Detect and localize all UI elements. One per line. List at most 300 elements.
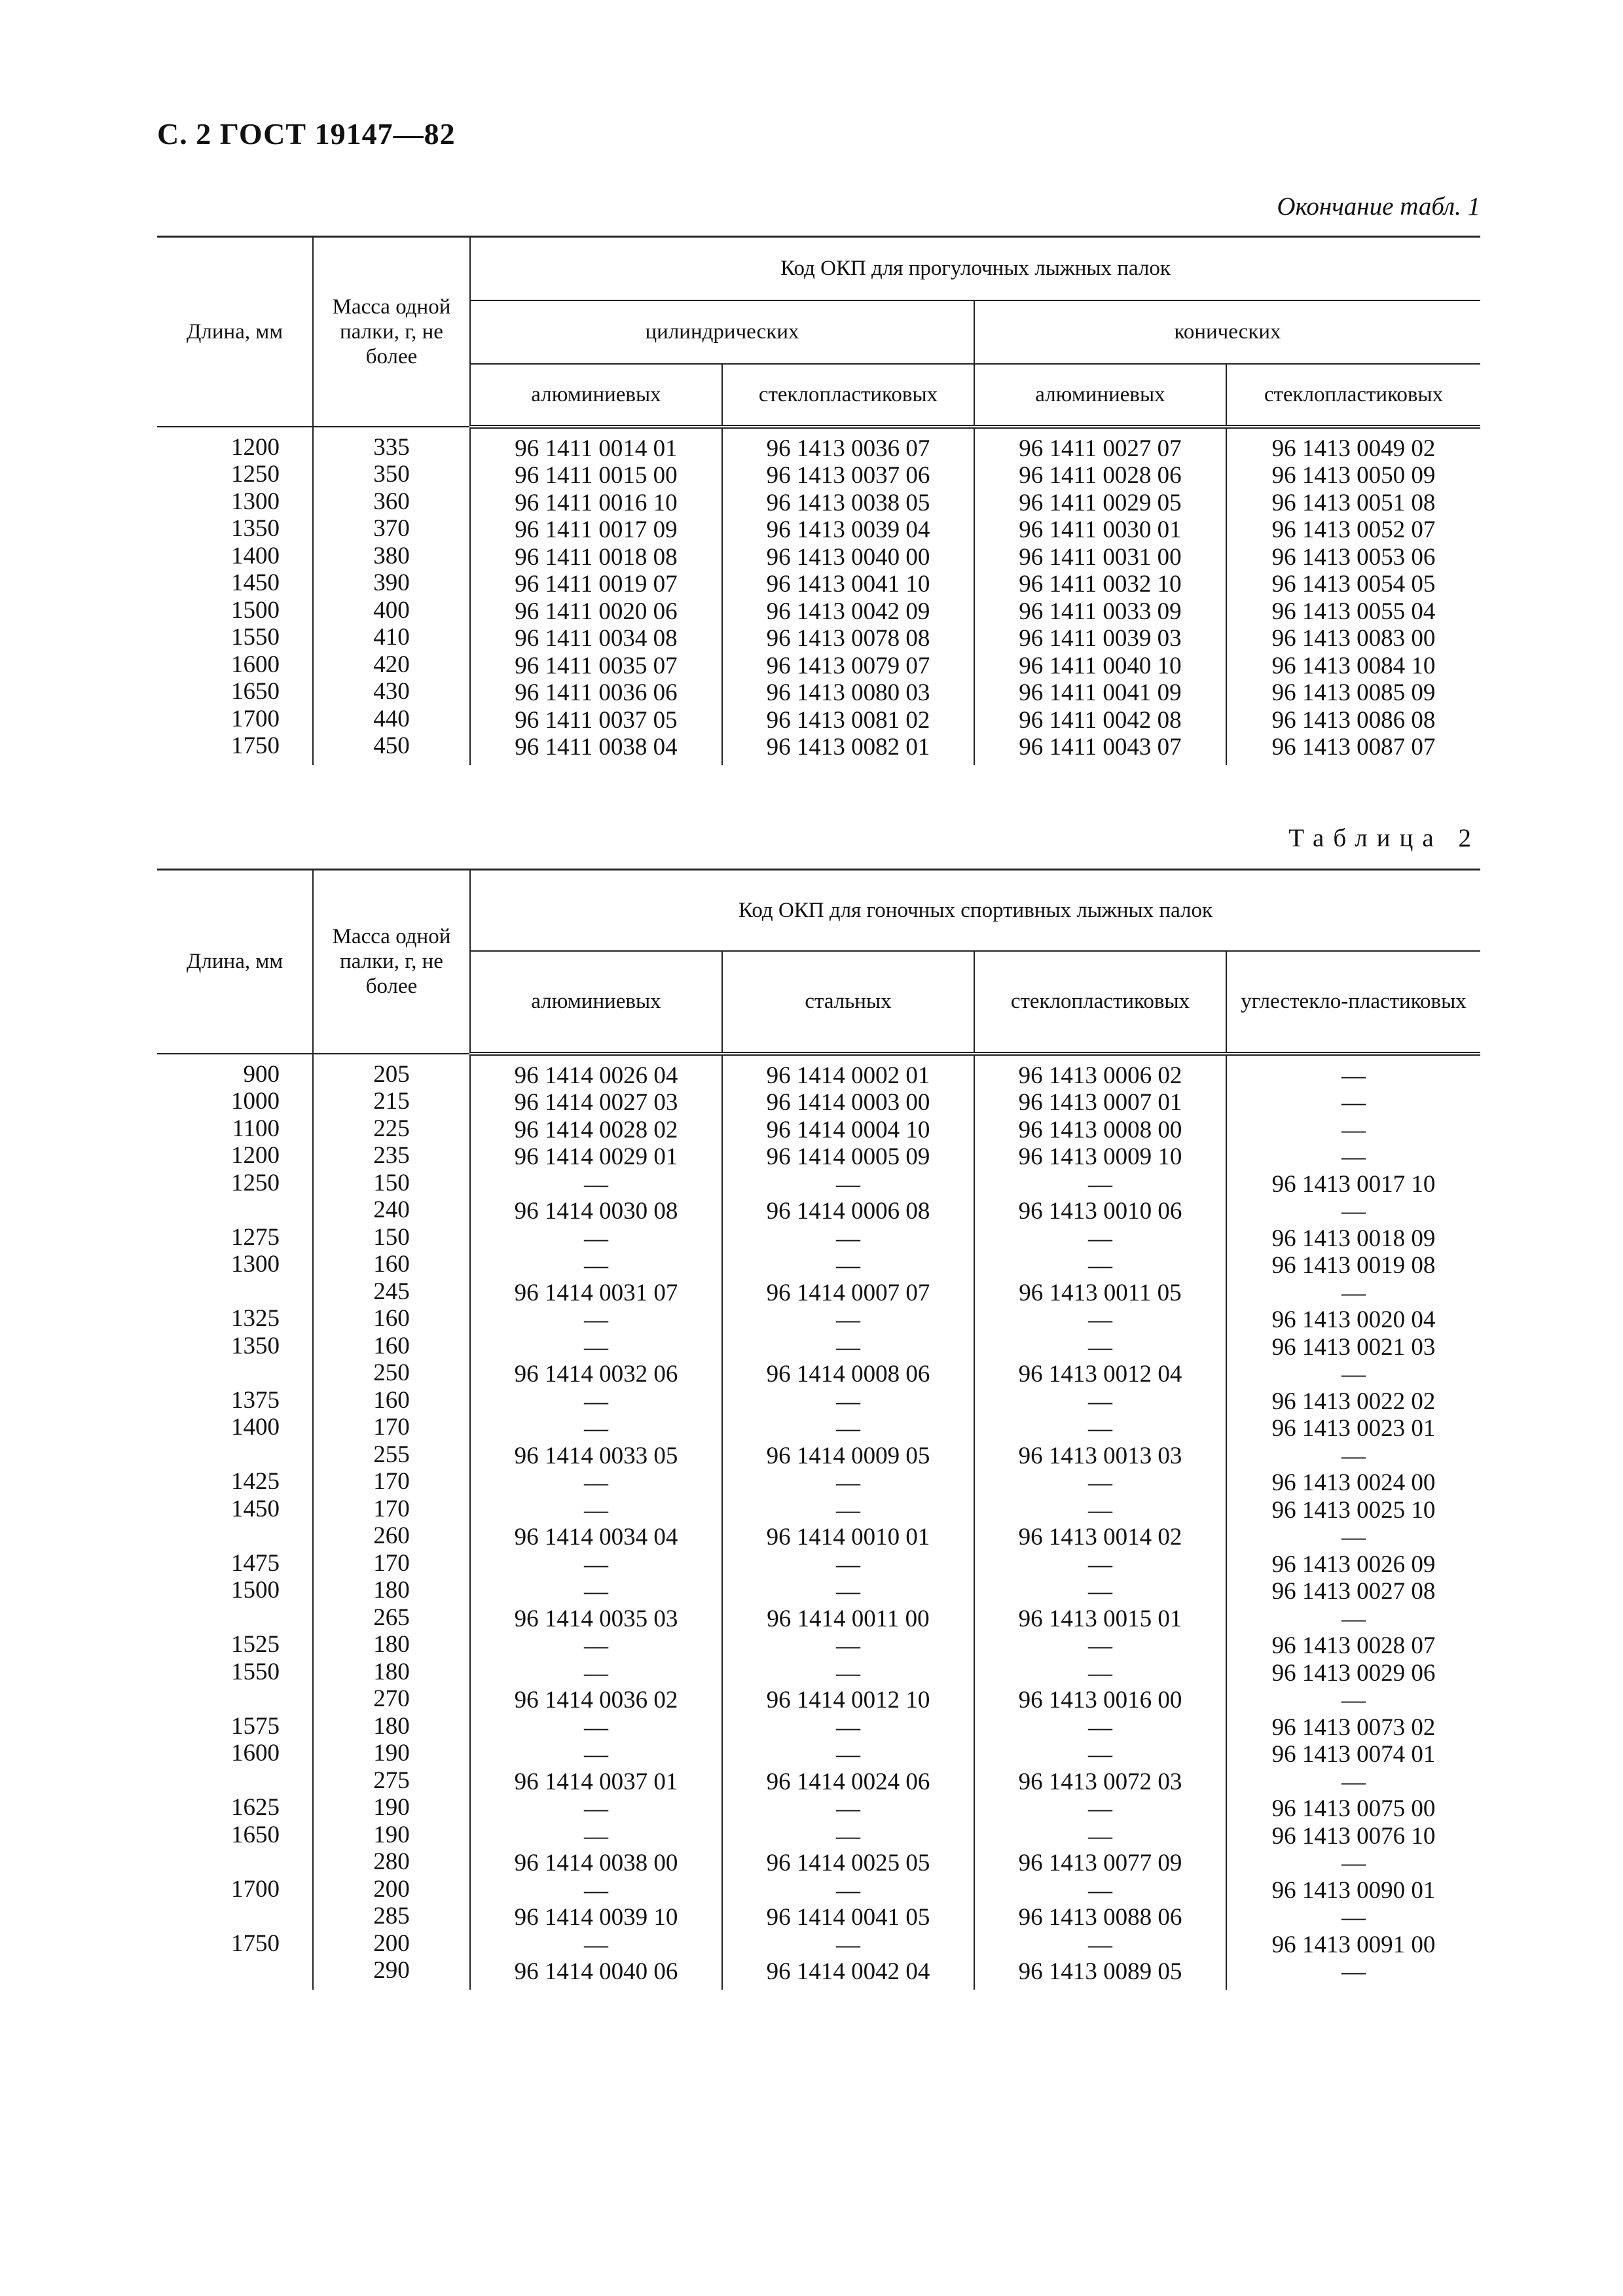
- cell-line: —: [1341, 1605, 1366, 1632]
- cell-line: —: [584, 1876, 608, 1904]
- cell-line: 96 1411 0030 01: [1019, 516, 1182, 543]
- cell-line: 200: [373, 1929, 410, 1957]
- cell-line: 1375: [231, 1386, 280, 1414]
- cell-line: —: [836, 1469, 860, 1496]
- cell-line: —: [836, 1170, 860, 1198]
- cell-line: 400: [373, 596, 410, 624]
- cell-line: 96 1411 0037 05: [515, 706, 678, 734]
- cell-line: 96 1413 0027 08: [1271, 1578, 1436, 1605]
- cell-line: 96 1411 0015 00: [515, 462, 678, 489]
- header-aluminium: алюминиевых: [974, 364, 1226, 427]
- cell-line: —: [1088, 1741, 1112, 1768]
- cell-line: 96 1411 0032 10: [1019, 571, 1182, 598]
- cell-line: 360: [373, 488, 410, 515]
- cell-line: 96 1414 0038 00: [514, 1850, 678, 1876]
- cell-line: 96 1413 0041 10: [766, 571, 930, 598]
- cell-line: 96 1411 0034 08: [515, 625, 678, 652]
- cell-line: —: [1088, 1551, 1112, 1578]
- cell-line: —: [584, 1632, 608, 1659]
- cell-line: —: [1088, 1795, 1112, 1822]
- cell-line: 96 1413 0006 02: [1018, 1062, 1182, 1089]
- cell-line: 1425: [231, 1468, 280, 1495]
- cell-line: —: [1088, 1713, 1112, 1741]
- cell-line: 1650: [231, 1821, 280, 1848]
- cell-line: 96 1413 0014 02: [1018, 1524, 1182, 1551]
- cell-line: 1000: [231, 1088, 280, 1115]
- mass-cell: [313, 1054, 470, 1990]
- cell-line: 96 1413 0090 01: [1271, 1876, 1436, 1904]
- cell-line: —: [836, 1632, 860, 1659]
- cell-line: 275: [373, 1767, 410, 1794]
- cell-line: 335: [373, 433, 410, 461]
- cell-line: 96 1414 0035 03: [514, 1605, 678, 1632]
- cell-line: —: [1088, 1252, 1112, 1279]
- cell-line: 240: [373, 1196, 410, 1223]
- cell-line: [160, 1767, 280, 1795]
- cell-line: 96 1411 0038 04: [515, 734, 678, 761]
- code-cell: [974, 427, 1226, 765]
- cell-line: —: [584, 1578, 608, 1605]
- cell-line: 96 1411 0029 05: [1019, 489, 1182, 516]
- cell-line: 290: [373, 1957, 410, 1984]
- cell-line: 96 1413 0084 10: [1271, 652, 1436, 679]
- cell-line: 96 1411 0014 01: [515, 435, 678, 462]
- cell-line: 96 1413 0075 00: [1271, 1795, 1436, 1822]
- cell-line: —: [1088, 1659, 1112, 1687]
- cell-line: 200: [373, 1875, 410, 1903]
- cell-line: 1250: [231, 461, 280, 488]
- cell-line: 1600: [231, 1740, 280, 1767]
- cell-line: 96 1413 0077 09: [1018, 1850, 1182, 1876]
- cell-line: 350: [373, 461, 410, 488]
- cell-line: —: [584, 1659, 608, 1687]
- header-mass: Масса одной палки, г, не более: [313, 237, 470, 427]
- cell-line: 96 1413 0008 00: [1018, 1116, 1182, 1143]
- cell-line: 225: [373, 1115, 410, 1142]
- code-cell: [974, 1054, 1226, 1990]
- header-length: Длина, мм: [157, 870, 313, 1054]
- header-aluminium: алюминиевых: [470, 364, 722, 427]
- cell-line: 96 1414 0033 05: [514, 1442, 678, 1469]
- cell-line: 96 1411 0033 09: [1019, 598, 1182, 625]
- cell-line: 96 1413 0055 04: [1271, 598, 1436, 625]
- cell-line: 96 1413 0009 10: [1018, 1143, 1182, 1170]
- table-row: [157, 427, 1480, 765]
- cell-line: 440: [373, 705, 410, 732]
- cell-line: 96 1413 0089 05: [1018, 1958, 1182, 1985]
- cell-line: 260: [373, 1522, 410, 1549]
- cell-line: —: [836, 1388, 860, 1415]
- cell-line: 1450: [231, 569, 280, 596]
- cell-line: 96 1413 0012 04: [1018, 1361, 1182, 1388]
- cell-line: —: [1341, 1442, 1366, 1469]
- cell-line: —: [1088, 1225, 1112, 1252]
- cell-line: 1700: [231, 1875, 280, 1903]
- cell-line: 96 1414 0040 06: [514, 1958, 678, 1985]
- cell-line: —: [584, 1333, 608, 1361]
- cell-line: 96 1411 0039 03: [1019, 625, 1182, 652]
- cell-line: 170: [373, 1468, 410, 1495]
- cell-line: —: [836, 1551, 860, 1578]
- cell-line: —: [1088, 1415, 1112, 1442]
- cell-line: 96 1413 0087 07: [1271, 734, 1436, 761]
- cell-line: 96 1413 0021 03: [1271, 1333, 1436, 1361]
- code-cell: [1226, 427, 1480, 765]
- cell-line: 215: [373, 1088, 410, 1115]
- cell-line: 96 1414 0002 01: [766, 1062, 930, 1089]
- cell-line: 96 1411 0017 09: [515, 516, 678, 543]
- cell-line: 96 1411 0040 10: [1019, 652, 1182, 679]
- header-length: Длина, мм: [157, 237, 313, 427]
- cell-line: —: [584, 1252, 608, 1279]
- cell-line: 96 1411 0018 08: [515, 543, 678, 571]
- cell-line: 96 1413 0091 00: [1271, 1931, 1436, 1958]
- cell-line: 96 1413 0038 05: [766, 489, 930, 516]
- cell-line: —: [1341, 1687, 1366, 1713]
- cell-line: 96 1414 0005 09: [766, 1143, 930, 1170]
- cell-line: 170: [373, 1549, 410, 1577]
- cell-line: 1200: [231, 1142, 280, 1169]
- cell-line: —: [836, 1741, 860, 1768]
- cell-line: 96 1414 0027 03: [514, 1089, 678, 1116]
- table2: [157, 869, 1480, 1990]
- cell-line: 1400: [231, 542, 280, 569]
- cell-line: —: [1088, 1333, 1112, 1361]
- cell-line: 96 1414 0042 04: [766, 1958, 930, 1985]
- cell-line: 96 1413 0049 02: [1271, 435, 1436, 462]
- cell-line: 96 1413 0072 03: [1018, 1768, 1182, 1795]
- cell-line: 380: [373, 542, 410, 569]
- cell-line: —: [1088, 1876, 1112, 1904]
- cell-line: 96 1411 0042 08: [1019, 706, 1182, 734]
- code-cell: [470, 1054, 722, 1990]
- cell-line: 96 1413 0054 05: [1271, 571, 1436, 598]
- header-fiberglass: стеклопластиковых: [722, 364, 974, 427]
- cell-line: 1200: [231, 433, 280, 461]
- cell-line: —: [1341, 1768, 1366, 1795]
- cell-line: 96 1411 0031 00: [1019, 543, 1182, 571]
- cell-line: 96 1413 0017 10: [1271, 1170, 1436, 1198]
- cell-line: 96 1414 0011 00: [767, 1605, 930, 1632]
- cell-line: 150: [373, 1169, 410, 1196]
- cell-line: [160, 1903, 280, 1930]
- cell-line: 96 1413 0011 05: [1019, 1279, 1182, 1306]
- cell-line: —: [1341, 1116, 1366, 1143]
- cell-line: 1600: [231, 651, 280, 678]
- cell-line: 1475: [231, 1549, 280, 1577]
- cell-line: 1550: [231, 1658, 280, 1685]
- cell-line: 390: [373, 569, 410, 596]
- cell-line: 96 1413 0013 03: [1018, 1442, 1182, 1469]
- cell-line: 160: [373, 1251, 410, 1278]
- cell-line: 1550: [231, 624, 280, 651]
- cell-line: 1325: [231, 1305, 280, 1332]
- code-cell: [722, 427, 974, 765]
- cell-line: 96 1413 0050 09: [1271, 462, 1436, 489]
- cell-line: —: [836, 1876, 860, 1904]
- cell-line: 96 1413 0088 06: [1018, 1904, 1182, 1931]
- cell-line: 96 1414 0031 07: [514, 1279, 678, 1306]
- cell-line: 96 1411 0016 10: [515, 489, 678, 516]
- cell-line: 96 1413 0042 09: [766, 598, 930, 625]
- cell-line: [160, 1359, 280, 1387]
- cell-line: —: [584, 1713, 608, 1741]
- header-carbon-fiberglass: углестекло-пластиковых: [1226, 951, 1480, 1054]
- cell-line: —: [1341, 1850, 1366, 1876]
- cell-line: 96 1413 0079 07: [766, 652, 930, 679]
- cell-line: 96 1413 0018 09: [1271, 1225, 1436, 1252]
- cell-line: 96 1411 0028 06: [1019, 462, 1182, 489]
- cell-line: —: [1341, 1361, 1366, 1388]
- cell-line: 96 1413 0081 02: [766, 706, 930, 734]
- cell-line: —: [584, 1225, 608, 1252]
- cell-line: 1700: [231, 705, 280, 732]
- cell-line: —: [584, 1170, 608, 1198]
- cell-line: 96 1413 0074 01: [1271, 1741, 1436, 1768]
- cell-line: —: [836, 1252, 860, 1279]
- cell-line: 1450: [231, 1495, 280, 1522]
- cell-line: 96 1413 0026 09: [1271, 1551, 1436, 1578]
- cell-line: 96 1413 0024 00: [1271, 1469, 1436, 1496]
- cell-line: [160, 1278, 280, 1306]
- cell-line: 190: [373, 1821, 410, 1848]
- cell-line: 96 1414 0041 05: [766, 1904, 930, 1931]
- cell-line: [160, 1848, 280, 1876]
- cell-line: 96 1414 0004 10: [766, 1116, 930, 1143]
- cell-line: 96 1414 0024 06: [766, 1768, 930, 1795]
- table-row: [157, 1054, 1480, 1990]
- cell-line: —: [1088, 1170, 1112, 1198]
- cell-line: —: [1341, 1524, 1366, 1551]
- cell-line: [160, 1957, 280, 1984]
- cell-line: 96 1411 0035 07: [515, 652, 678, 679]
- cell-line: 96 1411 0027 07: [1019, 435, 1182, 462]
- cell-line: 900: [243, 1060, 280, 1088]
- cell-line: 1750: [231, 732, 280, 759]
- cell-line: 96 1414 0007 07: [766, 1279, 930, 1306]
- cell-line: 1275: [231, 1223, 280, 1251]
- cell-line: —: [584, 1931, 608, 1958]
- cell-line: 1650: [231, 678, 280, 705]
- cell-line: —: [584, 1469, 608, 1496]
- cell-line: 285: [373, 1903, 410, 1929]
- cell-line: —: [584, 1415, 608, 1442]
- header-cylindrical: цилиндрических: [470, 300, 974, 364]
- header-conical: конических: [974, 300, 1480, 364]
- cell-line: 96 1411 0041 09: [1019, 679, 1182, 706]
- cell-line: 96 1413 0037 06: [766, 462, 930, 489]
- cell-line: 205: [373, 1060, 410, 1088]
- cell-line: 180: [373, 1577, 410, 1604]
- cell-line: 96 1413 0078 08: [766, 625, 930, 652]
- cell-line: —: [584, 1741, 608, 1768]
- mass-cell: [313, 427, 470, 765]
- cell-line: 96 1413 0040 00: [766, 543, 930, 571]
- cell-line: 255: [373, 1441, 410, 1468]
- cell-line: —: [1341, 1279, 1366, 1306]
- cell-line: —: [836, 1931, 860, 1958]
- cell-line: 370: [373, 515, 410, 542]
- cell-line: 180: [373, 1631, 410, 1658]
- cell-line: 96 1413 0007 01: [1018, 1089, 1182, 1116]
- cell-line: 1350: [231, 1332, 280, 1359]
- cell-line: 96 1414 0032 06: [514, 1361, 678, 1388]
- cell-line: 270: [373, 1685, 410, 1712]
- cell-line: 96 1414 0010 01: [766, 1524, 930, 1551]
- cell-line: —: [1088, 1578, 1112, 1605]
- header-aluminium: алюминиевых: [470, 951, 722, 1054]
- cell-line: 450: [373, 732, 410, 759]
- cell-line: 265: [373, 1604, 410, 1631]
- cell-line: 160: [373, 1386, 410, 1414]
- cell-line: [160, 1441, 280, 1469]
- cell-line: 96 1414 0003 00: [766, 1089, 930, 1116]
- cell-line: —: [1341, 1089, 1366, 1116]
- cell-line: —: [836, 1659, 860, 1687]
- cell-line: 190: [373, 1794, 410, 1821]
- cell-line: —: [1088, 1469, 1112, 1496]
- cell-line: —: [836, 1795, 860, 1822]
- cell-line: [160, 1196, 280, 1224]
- cell-line: [160, 1522, 280, 1550]
- cell-line: 96 1413 0086 08: [1271, 706, 1436, 734]
- cell-line: 1300: [231, 488, 280, 515]
- cell-line: 96 1414 0008 06: [766, 1361, 930, 1388]
- cell-line: 96 1414 0028 02: [514, 1116, 678, 1143]
- cell-line: 170: [373, 1495, 410, 1522]
- header-steel: стальных: [722, 951, 974, 1054]
- cell-line: 96 1414 0030 08: [514, 1198, 678, 1225]
- cell-line: 1625: [231, 1794, 280, 1821]
- cell-line: —: [836, 1333, 860, 1361]
- cell-line: 410: [373, 624, 410, 651]
- cell-line: 430: [373, 678, 410, 705]
- header-fiberglass: стеклопластиковых: [1226, 364, 1480, 427]
- cell-line: —: [584, 1388, 608, 1415]
- cell-line: 96 1413 0076 10: [1271, 1822, 1436, 1850]
- header-fiberglass: стеклопластиковых: [974, 951, 1226, 1054]
- cell-line: 180: [373, 1658, 410, 1685]
- cell-line: —: [836, 1306, 860, 1333]
- cell-line: 96 1414 0025 05: [766, 1850, 930, 1876]
- cell-line: 150: [373, 1223, 410, 1251]
- header-code-group: Код ОКП для прогулочных лыжных палок: [470, 237, 1480, 300]
- cell-line: 96 1413 0053 06: [1271, 543, 1436, 571]
- cell-line: 96 1413 0083 00: [1271, 625, 1436, 652]
- cell-line: 96 1413 0025 10: [1271, 1496, 1436, 1524]
- cell-line: 1525: [231, 1631, 280, 1658]
- table1-caption: Окончание табл. 1: [1277, 192, 1480, 221]
- cell-line: 235: [373, 1142, 410, 1169]
- cell-line: 180: [373, 1712, 410, 1740]
- cell-line: 96 1414 0039 10: [514, 1904, 678, 1931]
- cell-line: 160: [373, 1305, 410, 1332]
- cell-line: 190: [373, 1740, 410, 1767]
- cell-line: 96 1411 0043 07: [1019, 734, 1182, 761]
- cell-line: —: [584, 1795, 608, 1822]
- cell-line: —: [836, 1415, 860, 1442]
- cell-line: 96 1413 0052 07: [1271, 516, 1436, 543]
- cell-line: 1575: [231, 1712, 280, 1740]
- length-cell: [157, 1054, 313, 1990]
- cell-line: 96 1413 0015 01: [1018, 1605, 1182, 1632]
- cell-line: —: [1088, 1306, 1112, 1333]
- cell-line: 96 1414 0012 10: [766, 1687, 930, 1713]
- cell-line: [160, 1685, 280, 1713]
- cell-line: 96 1413 0073 02: [1271, 1713, 1436, 1741]
- cell-line: —: [836, 1822, 860, 1850]
- cell-line: 160: [373, 1332, 410, 1359]
- cell-line: 280: [373, 1848, 410, 1875]
- cell-line: 96 1414 0034 04: [514, 1524, 678, 1551]
- cell-line: 96 1413 0039 04: [766, 516, 930, 543]
- code-cell: [1226, 1054, 1480, 1990]
- cell-line: 96 1414 0029 01: [514, 1143, 678, 1170]
- cell-line: 96 1413 0020 04: [1271, 1306, 1436, 1333]
- cell-line: 96 1413 0010 06: [1018, 1198, 1182, 1225]
- header-code-group: Код ОКП для гоночных спортивных лыжных палок: [470, 870, 1480, 951]
- cell-line: —: [584, 1306, 608, 1333]
- cell-line: 96 1411 0019 07: [515, 571, 678, 598]
- cell-line: 96 1414 0009 05: [766, 1442, 930, 1469]
- cell-line: 1250: [231, 1169, 280, 1196]
- cell-line: 96 1413 0022 02: [1271, 1388, 1436, 1415]
- cell-line: 170: [373, 1414, 410, 1441]
- header-mass: Масса одной палки, г, не более: [313, 870, 470, 1054]
- cell-line: —: [836, 1578, 860, 1605]
- cell-line: 1100: [232, 1115, 280, 1142]
- cell-line: —: [1341, 1062, 1366, 1089]
- cell-line: —: [1088, 1632, 1112, 1659]
- cell-line: —: [836, 1496, 860, 1524]
- cell-line: 1350: [231, 515, 280, 542]
- cell-line: —: [836, 1713, 860, 1741]
- cell-line: 1500: [231, 1577, 280, 1604]
- cell-line: 96 1413 0051 08: [1271, 489, 1436, 516]
- cell-line: 1300: [231, 1251, 280, 1278]
- cell-line: 96 1413 0036 07: [766, 435, 930, 462]
- cell-line: —: [584, 1551, 608, 1578]
- cell-line: [160, 1604, 280, 1632]
- cell-line: —: [1088, 1822, 1112, 1850]
- cell-line: 96 1411 0020 06: [515, 598, 678, 625]
- cell-line: 96 1413 0085 09: [1271, 679, 1436, 706]
- cell-line: —: [1341, 1958, 1366, 1985]
- cell-line: 250: [373, 1359, 410, 1386]
- cell-line: 96 1414 0026 04: [514, 1062, 678, 1089]
- cell-line: —: [1341, 1143, 1366, 1170]
- code-cell: [470, 427, 722, 765]
- cell-line: 1400: [231, 1414, 280, 1441]
- page-header: С. 2 ГОСТ 19147—82: [157, 117, 456, 151]
- cell-line: 96 1413 0028 07: [1271, 1632, 1436, 1659]
- cell-line: —: [584, 1822, 608, 1850]
- cell-line: 96 1414 0036 02: [514, 1687, 678, 1713]
- cell-line: —: [1088, 1496, 1112, 1524]
- cell-line: 96 1411 0036 06: [515, 679, 678, 706]
- cell-line: —: [1341, 1198, 1366, 1225]
- cell-line: 96 1413 0016 00: [1018, 1687, 1182, 1713]
- cell-line: 96 1413 0019 08: [1271, 1252, 1436, 1279]
- cell-line: 245: [373, 1278, 410, 1305]
- cell-line: 96 1414 0006 08: [766, 1198, 930, 1225]
- cell-line: —: [1088, 1931, 1112, 1958]
- table1: [157, 236, 1480, 765]
- length-cell: [157, 427, 313, 765]
- cell-line: 96 1413 0082 01: [766, 734, 930, 761]
- cell-line: —: [1341, 1904, 1366, 1931]
- cell-line: 96 1413 0029 06: [1271, 1659, 1436, 1687]
